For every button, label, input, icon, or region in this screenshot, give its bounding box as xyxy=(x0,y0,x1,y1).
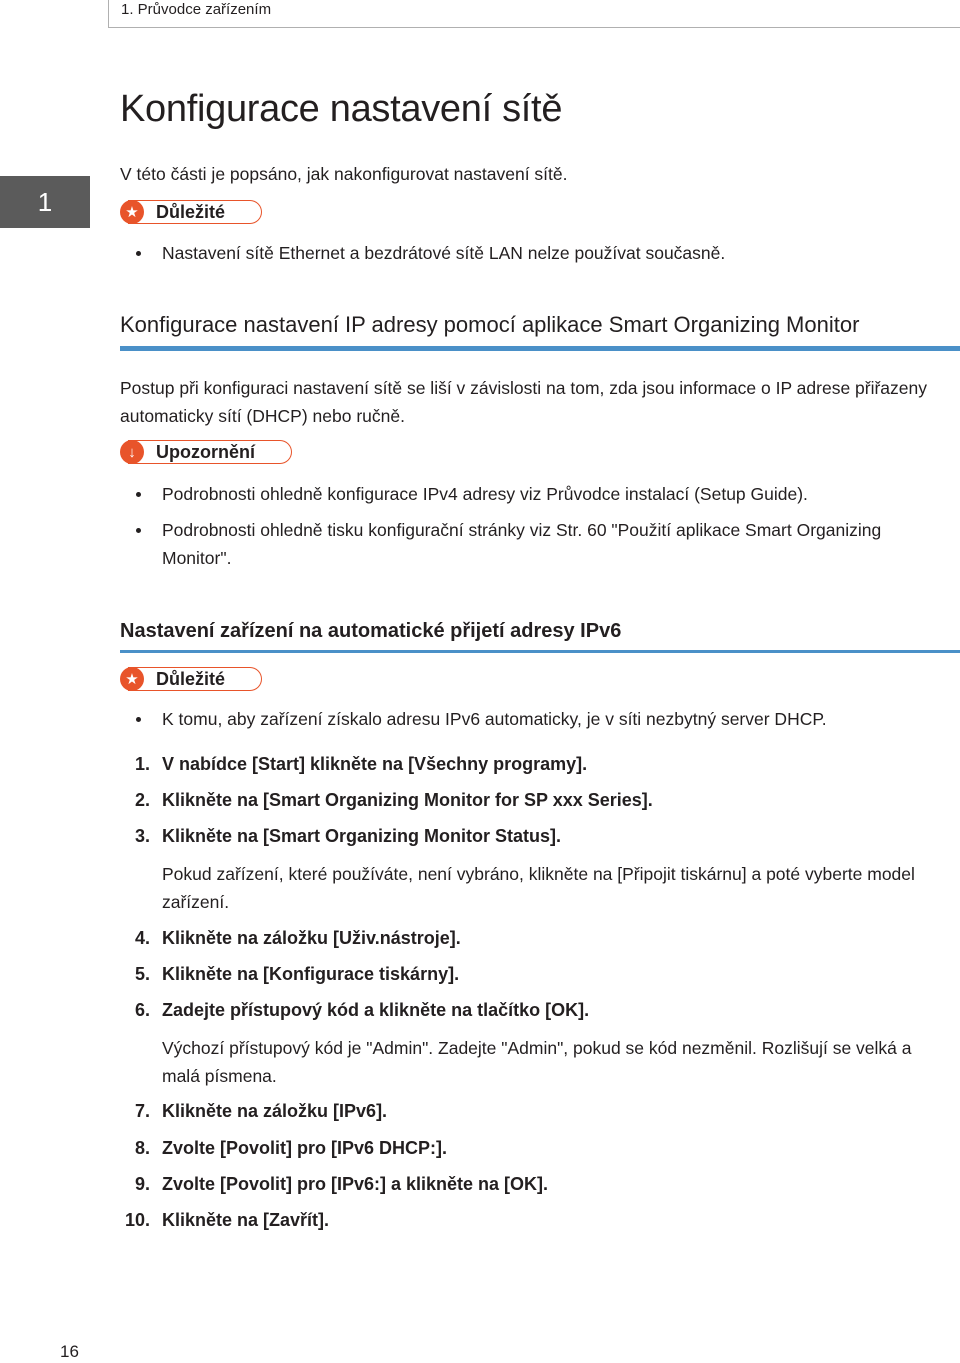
important-label: Důležité xyxy=(156,201,226,222)
note-item: Podrobnosti ohledně konfigurace IPv4 adresy viz Průvodce instalací (Setup Guide). xyxy=(138,480,938,508)
step-6-description: Výchozí přístupový kód je "Admin". Zadejte "Admin", pokud se kód nezměnil. Rozlišují se velká a malá písmena. xyxy=(162,1038,912,1086)
page-number: 16 xyxy=(60,1342,79,1361)
arrow-down-icon: ↓ xyxy=(120,440,144,464)
section2-rule xyxy=(120,650,960,653)
important-item: Nastavení sítě Ethernet a bezdrátové sítě LAN nelze používat současně. xyxy=(138,239,725,267)
intro-text: V této části je popsáno, jak nakonfigurovat nastavení sítě. xyxy=(120,164,568,184)
page-title: Konfigurace nastavení sítě xyxy=(120,88,563,130)
star-icon: ★ xyxy=(120,667,144,691)
important-badge xyxy=(120,200,262,224)
note-item: Podrobnosti ohledně tisku konfigurační stránky viz Str. 60 "Použití aplikace Smart Organizing Monitor". xyxy=(138,516,938,572)
section1-rule xyxy=(120,346,960,351)
section2-heading: Nastavení zařízení na automatické přijetí adresy IPv6 xyxy=(120,620,622,642)
running-header-title: 1. Průvodce zařízením xyxy=(121,1,272,18)
chapter-tab: 1 xyxy=(0,176,90,228)
note-label: Upozornění xyxy=(156,441,255,462)
note-badge xyxy=(120,440,292,464)
important-badge-2 xyxy=(120,667,262,691)
step-3-description: Pokud zařízení, které používáte, není vybráno, klikněte na [Připojit tiskárnu] a poté vyberte model zařízení. xyxy=(162,864,915,912)
star-icon: ★ xyxy=(120,200,144,224)
section1-body: Postup při konfiguraci nastavení sítě se liší v závislosti na tom, zda jsou informace o IP adrese přiřazeny automaticky sítí (DHCP) nebo ručně. xyxy=(120,378,928,426)
important-item-2: K tomu, aby zařízení získalo adresu IPv6 automaticky, je v síti nezbytný server DHCP. xyxy=(138,705,827,733)
section1-heading: Konfigurace nastavení IP adresy pomocí aplikace Smart Organizing Monitor xyxy=(120,312,860,337)
important-label-2: Důležité xyxy=(156,668,226,689)
running-header xyxy=(108,0,960,28)
